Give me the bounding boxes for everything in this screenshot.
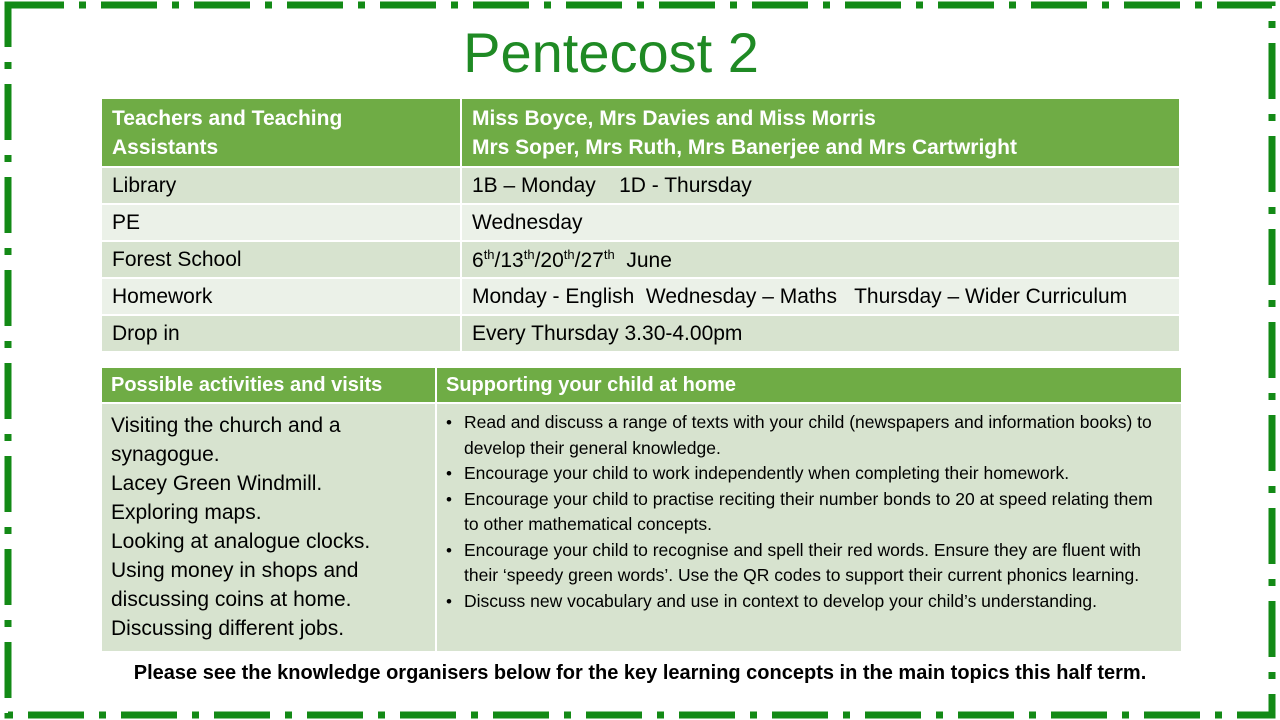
list-item: • Encourage your child to work independently when completing their homework. (445, 461, 1171, 487)
table-row (101, 204, 1180, 241)
activities-table (100, 366, 1183, 653)
month: June (626, 248, 672, 272)
table-row (101, 167, 1180, 204)
list-item: discussing coins at home. (111, 588, 352, 611)
info-header-label: Teachers and Teaching Assistants (101, 98, 461, 167)
page-title: Pentecost 2 (463, 21, 759, 84)
list-item: • Read and discuss a range of texts with your child (newspapers and information books) to develop their general knowledge. (445, 410, 1171, 461)
date: 20 (540, 248, 564, 272)
staff-line-2: Mrs Soper, Mrs Ruth, Mrs Banerjee and Mrs Cartwright (472, 136, 1017, 159)
footer-note: Please see the knowledge organisers below for the key learning concepts in the main topics this half term. (133, 662, 1147, 684)
list-item: • Discuss new vocabulary and use in context to develop your child’s understanding. (445, 589, 1171, 615)
table-row (101, 241, 1180, 278)
info-table (100, 97, 1181, 353)
row-label: Drop in (101, 315, 461, 352)
staff-line-1: Miss Boyce, Mrs Davies and Miss Morris (472, 107, 876, 130)
activities-header: Possible activities and visits (101, 367, 436, 403)
activities-header-row (101, 367, 1182, 403)
row-value: Monday - English Wednesday – Maths Thursday – Wider Curriculum (461, 278, 1180, 315)
row-value: Wednesday (461, 204, 1180, 241)
row-label: Forest School (101, 241, 461, 278)
list-item: Visiting the church and a (111, 414, 341, 437)
list-item: Discussing different jobs. (111, 617, 345, 640)
list-item: synagogue. (111, 443, 220, 466)
date: 13 (500, 248, 524, 272)
date: 6 (472, 248, 484, 272)
row-label: Library (101, 167, 461, 204)
table-row (101, 278, 1180, 315)
support-header: Supporting your child at home (436, 367, 1182, 403)
info-header-row (101, 98, 1180, 167)
info-header-value (461, 98, 1180, 167)
table-row (101, 315, 1180, 352)
date: 27 (580, 248, 604, 272)
list-item: Lacey Green Windmill. (111, 472, 323, 495)
row-label: Homework (101, 278, 461, 315)
support-list (436, 403, 1182, 652)
list-item: Using money in shops and (111, 559, 359, 582)
forest-school-dates: 6th/13th/20th/27th June (461, 241, 1180, 278)
activities-body-row (101, 403, 1182, 652)
activities-list (101, 403, 436, 652)
list-item: Looking at analogue clocks. (111, 530, 371, 553)
list-item: • Encourage your child to practise reciting their number bonds to 20 at speed relating them to other mathematical concepts. (445, 487, 1171, 538)
list-item: Exploring maps. (111, 501, 262, 524)
row-value: 1B – Monday 1D - Thursday (461, 167, 1180, 204)
row-label: PE (101, 204, 461, 241)
row-value: Every Thursday 3.30-4.00pm (461, 315, 1180, 352)
list-item: • Encourage your child to recognise and spell their red words. Ensure they are fluent with their ‘speedy green words’. Use the QR codes to support their current phonics learning. (445, 538, 1171, 589)
